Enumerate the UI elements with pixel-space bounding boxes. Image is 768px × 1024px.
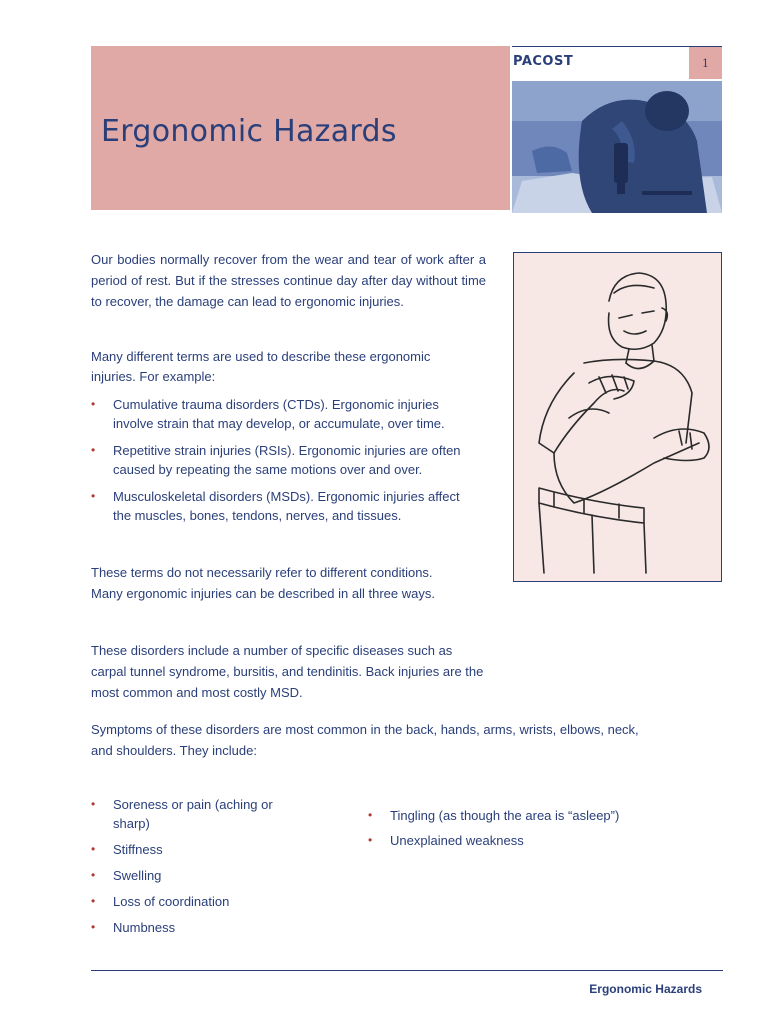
footer-title: Ergonomic Hazards (589, 982, 702, 996)
list-item: • Loss of coordination (91, 892, 301, 911)
list-item: • Stiffness (91, 840, 301, 859)
terms-note-paragraph: These terms do not necessarily refer to different conditions. Many ergonomic injuries can be described in all three ways. (91, 565, 435, 601)
disorders-paragraph: These disorders include a number of specific diseases such as carpal tunnel syndrome, bursitis, and tendinitis. Back injuries are the most common and most costly MSD. (91, 643, 484, 700)
page-number: 1 (689, 47, 722, 79)
list-item: • Numbness (91, 918, 301, 937)
footer-rule (91, 970, 723, 971)
shoulder-pain-illustration (513, 252, 722, 582)
list-item: • Repetitive strain injuries (RSIs). Ergonomic injuries are often caused by repeating the same motions over and over. (91, 441, 476, 479)
list-item: • Swelling (91, 866, 301, 885)
man-holding-shoulder-image (514, 253, 721, 581)
org-name: PACOST (513, 54, 574, 69)
list-item: • Musculoskeletal disorders (MSDs). Ergonomic injuries affect the muscles, bones, tendons, nerves, and tissues. (91, 487, 476, 525)
worker-drill-photo (512, 81, 722, 213)
page-title: Ergonomic Hazards (101, 114, 397, 149)
list-item: • Cumulative trauma disorders (CTDs). Ergonomic injuries involve strain that may develop, or accumulate, over time. (91, 395, 476, 433)
intro-paragraph: Our bodies normally recover from the wear and tear of work after a period of rest. But if the stresses continue day after day without time to recover, the damage can lead to ergonomic injuries. (91, 252, 486, 309)
list-item: • Unexplained weakness (368, 831, 668, 850)
worker-drill-image (512, 81, 722, 213)
list-item: • Soreness or pain (aching or sharp) (91, 795, 301, 833)
title-banner (91, 46, 510, 210)
symptoms-list-right (368, 806, 668, 850)
symptoms-list-left (91, 795, 301, 937)
symptoms-intro-paragraph: Symptoms of these disorders are most common in the back, hands, arms, wrists, elbows, neck, and shoulders. They include: (91, 722, 639, 758)
terms-intro-paragraph: Many different terms are used to describe these ergonomic injuries. For example: (91, 349, 431, 384)
list-item: • Tingling (as though the area is “asleep”) (368, 806, 668, 825)
terms-list (91, 395, 476, 525)
